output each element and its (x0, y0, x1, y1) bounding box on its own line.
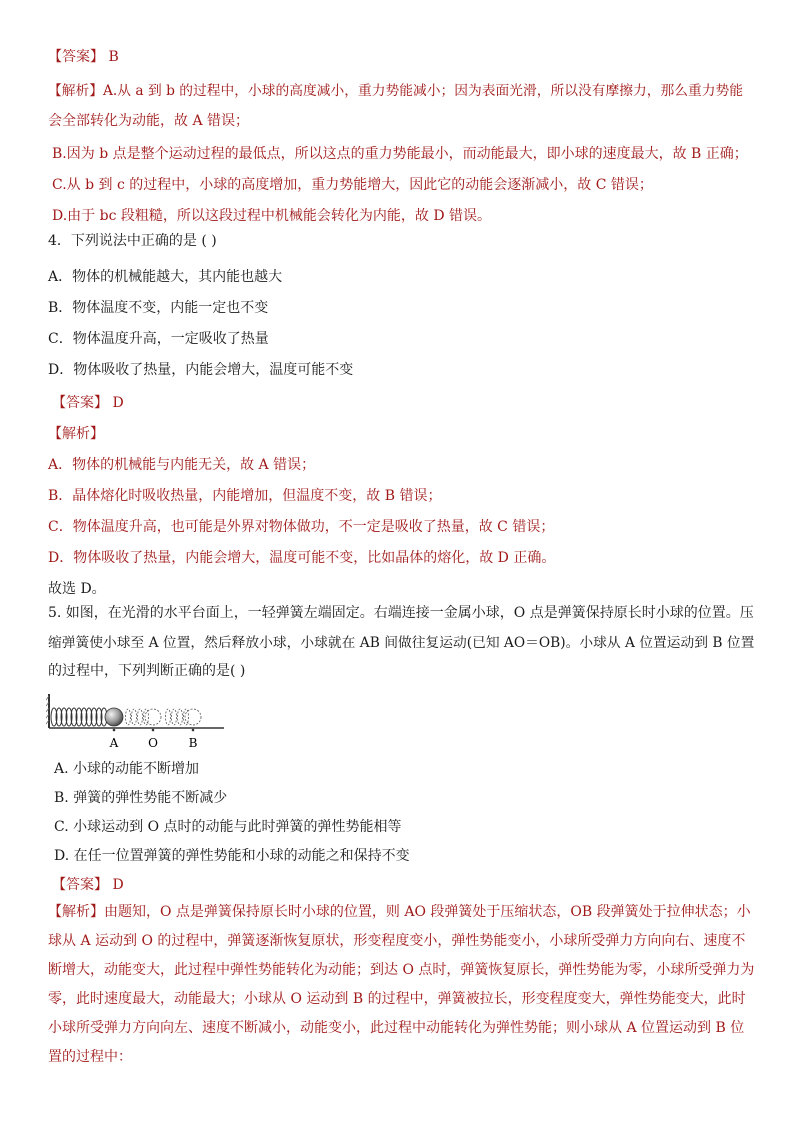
q5-analysis-line-2: 球从 A 运动到 O 的过程中，弹簧逐渐恢复原状，形变程度变小，弹性势能变小，小球所受弹力方向向右、速度不 (48, 933, 746, 949)
q5-analysis-line-6: 置的过程中： (48, 1049, 132, 1065)
q3-answer: 【答案】 B (48, 49, 119, 65)
q4-analysis-d: D．物体吸收了热量，内能会增大，温度可能不变，比如晶体的熔化，故 D 正确。 (48, 550, 556, 566)
q5-analysis-line-3: 断增大，动能变大，此过程中弹性势能转化为动能；到达 O 点时，弹簧恢复原长，弹性势能为零，小球所受弹力为 (48, 962, 755, 978)
q4-answer: 【答案】 D (52, 395, 124, 411)
q3-analysis-b: B.因为 b 点是整个运动过程的最低点，所以这点的重力势能最小，而动能最大，即小球的速度最大，故 B 正确； (52, 146, 748, 162)
label-a: A (109, 736, 119, 750)
point-a-dot (113, 729, 116, 732)
q5-analysis-line-4: 零，此时速度最大，动能最大；小球从 O 运动到 B 的过程中，弹簧被拉长，形变程度变大，弹性势能变大，此时 (48, 991, 746, 1007)
q5-option-a: A. 小球的动能不断增加 (54, 761, 200, 777)
label-o: O (148, 736, 158, 750)
q4-option-d: D．物体吸收了热量，内能会增大，温度可能不变 (48, 362, 354, 378)
q5-stem-line-3: 的过程中，下列判断正确的是( ) (48, 663, 246, 679)
q4-analysis-b: B．晶体熔化时吸收热量，内能增加，但温度不变，故 B 错误； (48, 488, 442, 504)
point-o-dot (152, 729, 155, 732)
q5-option-b: B. 弹簧的弹性势能不断减少 (54, 790, 228, 806)
q4-conclusion: 故选 D。 (48, 581, 106, 597)
q5-analysis-line-5: 小球所受弹力方向向左、速度不断减小，动能变小，此过程中动能转化为弹性势能；则小球从 A 位置运动到 B 位 (48, 1020, 745, 1036)
q4-analysis-a: A．物体的机械能与内能无关，故 A 错误； (48, 457, 316, 473)
q3-analysis-line-1: 【解析】A.从 a 到 b 的过程中，小球的高度减小，重力势能减小；因为表面光滑，所以没有摩擦力，那么重力势能 (48, 83, 744, 99)
q4-analysis-c: C．物体温度升高，也可能是外界对物体做功，不一定是吸收了热量，故 C 错误； (48, 519, 555, 535)
spring-ball-figure (46, 692, 236, 752)
metal-ball (105, 708, 123, 726)
spring (51, 708, 107, 726)
q3-analysis-d: D.由于 bc 段粗糙，所以这段过程中机械能会转化为内能，故 D 错误。 (52, 208, 492, 224)
q5-answer: 【答案】 D (52, 877, 124, 893)
q5-option-d: D. 在任一位置弹簧的弹性势能和小球的动能之和保持不变 (54, 848, 410, 864)
label-b: B (188, 736, 198, 750)
q4-option-b: B．物体温度不变，内能一定也不变 (48, 300, 269, 316)
q5-stem-line-2: 缩弹簧使小球至 A 位置，然后释放小球，小球就在 AB 间做往复运动(已知 AO＝OB)。小球从 A 位置运动到 B 位置 (48, 635, 755, 651)
q3-analysis-line-2: 会全部转化为动能，故 A 错误； (48, 113, 250, 129)
q4-stem: 4．下列说法中正确的是 ( ) (48, 233, 217, 249)
q5-analysis-line-1: 【解析】由题知，O 点是弹簧保持原长时小球的位置，则 AO 段弹簧处于压缩状态，OB 段弹簧处于拉伸状态；小 (48, 904, 751, 920)
q4-option-a: A．物体的机械能越大，其内能也越大 (48, 269, 283, 285)
q3-analysis-c: C.从 b 到 c 的过程中，小球的高度增加，重力势能增大，因此它的动能会逐渐减小，故 C 错误； (52, 177, 653, 193)
q4-option-c: C．物体温度升高，一定吸收了热量 (48, 331, 269, 347)
q4-analysis-title: 【解析】 (48, 426, 104, 442)
q5-stem-line-1: 5. 如图，在光滑的水平台面上，一轻弹簧左端固定。右端连接一金属小球，O 点是弹簧保持原长时小球的位置。压 (48, 605, 754, 621)
q5-option-c: C. 小球运动到 O 点时的动能与此时弹簧的弹性势能相等 (54, 819, 402, 835)
ghost-positions (126, 709, 202, 725)
point-b-dot (192, 729, 195, 732)
